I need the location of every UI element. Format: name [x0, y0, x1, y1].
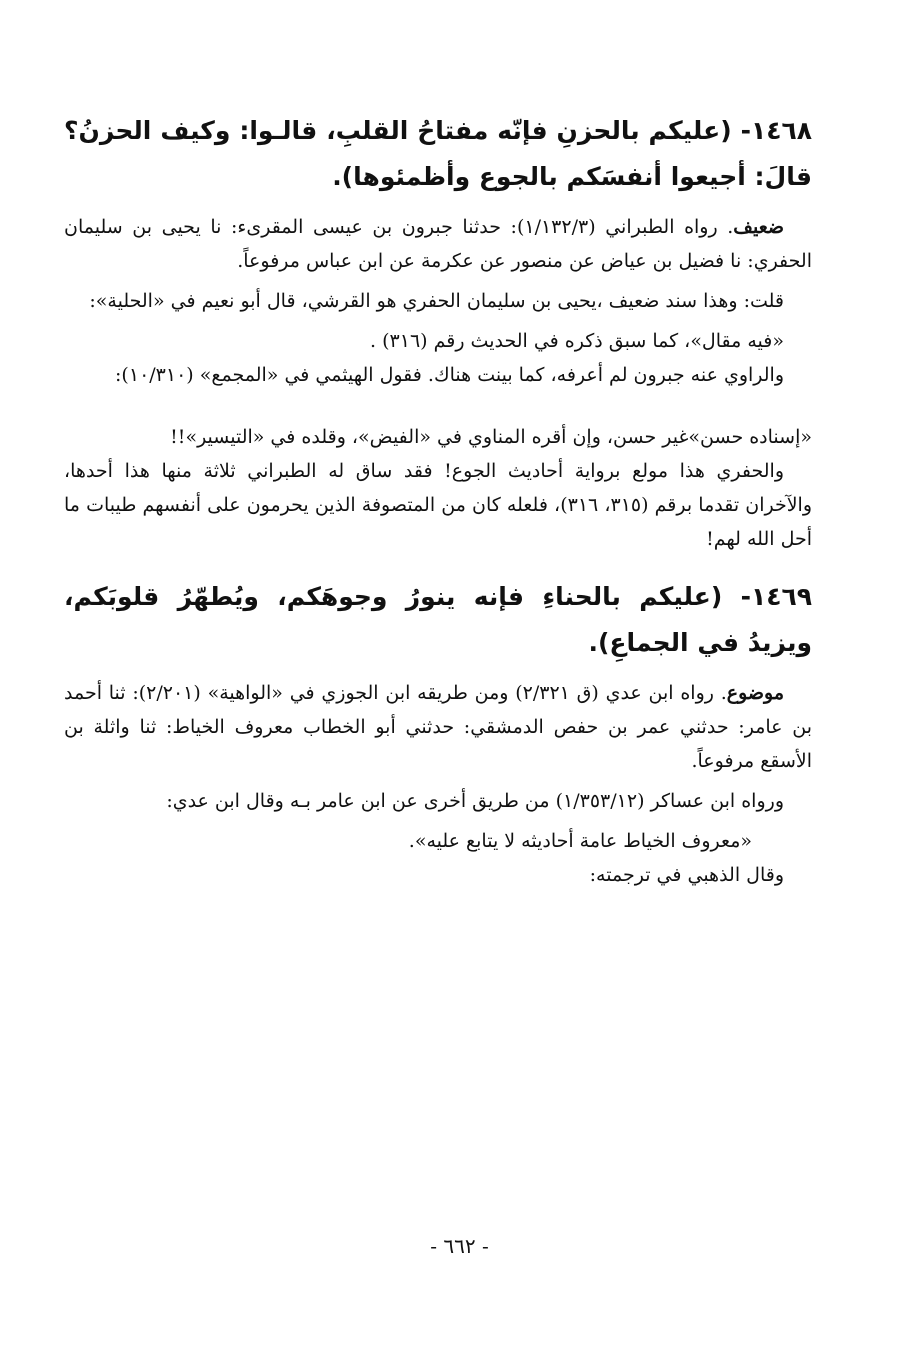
- hadith-1469-text: ١٤٦٩- (عليكم بالحناءِ فإنه ينورُ وجوهَكم، ويُطهّرُ قلوبَكم، ويزيدُ في الجماعِ).: [64, 582, 812, 657]
- commentary-1468-quote-2: «إسناده حسن»غير حسن، وإن أقره المناوي في «الفيض»، وقلده في «التيسير»!!: [170, 426, 812, 448]
- grade-label: موضوع: [726, 682, 785, 704]
- commentary-1468-paragraph-4: والحفري هذا مولع برواية أحاديث الجوع! فقد ساق له الطبراني ثلاثة منها هذا أحدها، والآخران تقدما برقم (٣١٥، ٣١٦)، فلعله كان من المتصوفة الذين يحرمون على أنفسهم طيبات ما أحل الله لهم!: [64, 460, 813, 550]
- commentary-1469-paragraph-1: [64, 676, 812, 778]
- grade-label: ضعيف: [733, 216, 784, 238]
- commentary-1468-paragraph-3: والراوي عنه جبرون لم أعرفه، كما بينت هناك. فقول الهيثمي في «المجمع» (١٠/٣١٠):: [115, 364, 784, 386]
- commentary-1469-paragraph-3: وقال الذهبي في ترجمته:: [589, 864, 784, 886]
- commentary-text: . رواه الطبراني (١/١٣٢/٣): حدثنا جبرون بن عيسى المقرىء: نا يحيى بن سليمان الحفري: نا فضيل بن عياض عن منصور عن عكرمة عن ابن عباس مرفوعاً.: [64, 216, 812, 272]
- commentary-1468-paragraph-1: [64, 210, 812, 278]
- commentary-1468-paragraph-2: قلت: وهذا سند ضعيف ،يحيى بن سليمان الحفري هو القرشي، قال أبو نعيم في «الحلية»:: [89, 290, 784, 312]
- commentary-text: . رواه ابن عدي (ق ٢/٣٢١) ومن طريقه ابن الجوزي في «الواهية» (٢/٢٠١): ثنا أحمد بن عامر: حدثني عمر بن حفص الدمشقي: حدثني أبو الخطاب معروف الخياط: ثنا واثلة بن الأسقع مرفوعاً.: [64, 682, 812, 772]
- document-page: [64, 108, 812, 892]
- hadith-1468-text: ١٤٦٨- (عليكم بالحزنِ فإنّه مفتاحُ القلبِ، قالـوا: وكيف الحزنُ؟ قالَ: أجيعوا أنفسَكم بالجوع وأظمئوها).: [64, 116, 812, 191]
- page-number: - ٦٦٢ -: [430, 1234, 489, 1258]
- commentary-1469-quote-1: «معروف الخياط عامة أحاديثه لا يتابع عليه».: [408, 830, 752, 852]
- commentary-1469-paragraph-2: ورواه ابن عساكر (١/٣٥٣/١٢) من طريق أخرى عن ابن عامر بـه وقال ابن عدي:: [166, 790, 784, 812]
- commentary-1468-quote-1: «فيه مقال»، كما سبق ذكره في الحديث رقم (٣١٦) .: [370, 330, 784, 352]
